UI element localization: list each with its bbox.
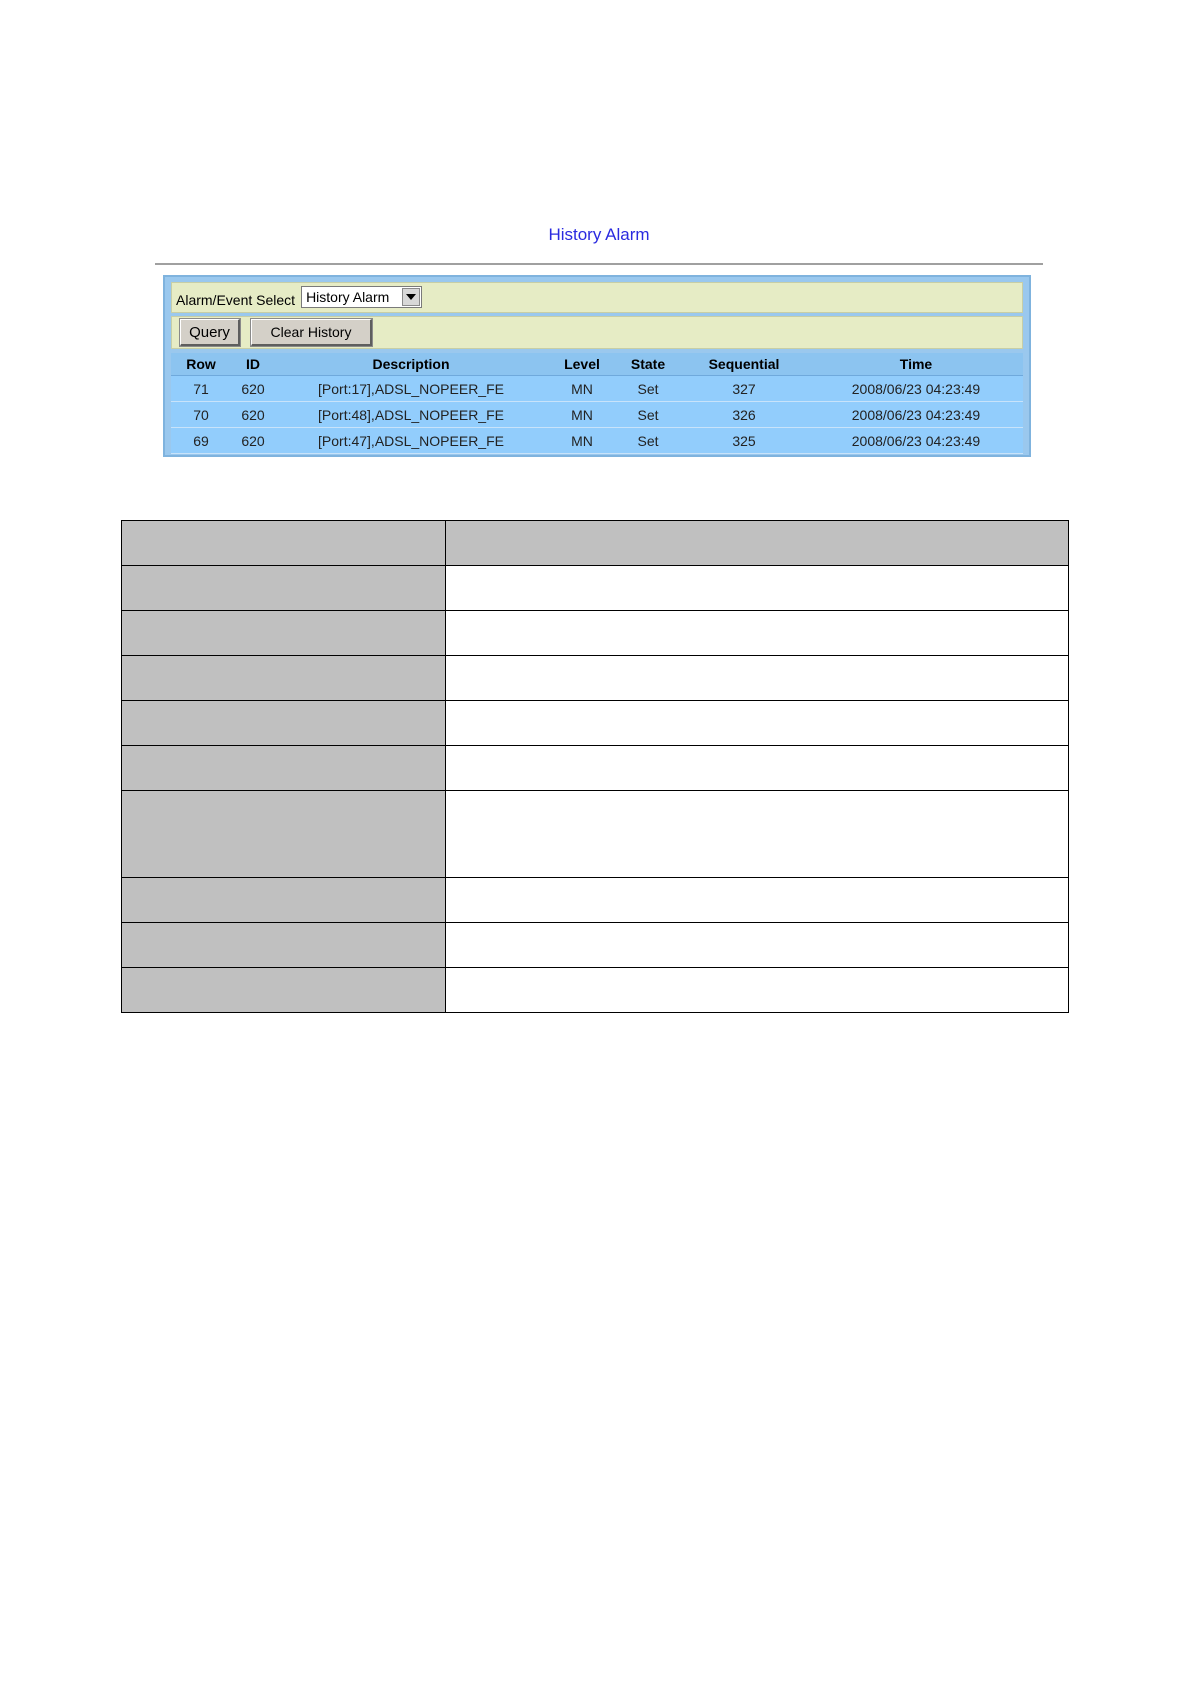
cell-level: MN (547, 428, 617, 454)
cell-sequential: 327 (679, 376, 809, 402)
cell-row: 71 (171, 376, 231, 402)
table-row[interactable] (171, 428, 1023, 454)
table-key-cell (122, 923, 446, 968)
cell-state: Set (617, 376, 679, 402)
column-header-state[interactable]: State (617, 353, 679, 376)
cell-sequential: 325 (679, 428, 809, 454)
description-table (121, 520, 1069, 1013)
table-row[interactable] (171, 376, 1023, 402)
table-row (122, 923, 1069, 968)
table-row (122, 701, 1069, 746)
table-key-cell (122, 878, 446, 923)
cell-id: 620 (231, 402, 275, 428)
table-header-value-cell (446, 521, 1069, 566)
table-row (122, 791, 1069, 878)
table-value-cell (446, 746, 1069, 791)
cell-row: 69 (171, 428, 231, 454)
table-value-cell (446, 566, 1069, 611)
table-key-cell (122, 791, 446, 878)
cell-description: [Port:47],ADSL_NOPEER_FE (275, 428, 547, 454)
cell-level: MN (547, 376, 617, 402)
cell-time: 2008/06/23 04:23:49 (809, 428, 1023, 454)
cell-id: 620 (231, 428, 275, 454)
chevron-down-icon[interactable] (402, 288, 420, 306)
column-header-description[interactable]: Description (275, 353, 547, 376)
column-header-id[interactable]: ID (231, 353, 275, 376)
table-key-cell (122, 746, 446, 791)
table-row[interactable] (171, 402, 1023, 428)
table-key-cell (122, 701, 446, 746)
cell-description: [Port:48],ADSL_NOPEER_FE (275, 402, 547, 428)
cell-state: Set (617, 428, 679, 454)
cell-state: Set (617, 402, 679, 428)
table-value-cell (446, 923, 1069, 968)
description-table-header (122, 521, 1069, 566)
table-row (122, 566, 1069, 611)
cell-row: 70 (171, 402, 231, 428)
table-key-cell (122, 611, 446, 656)
query-button[interactable]: Query (180, 319, 240, 346)
column-header-level[interactable]: Level (547, 353, 617, 376)
column-header-sequential[interactable]: Sequential (679, 353, 809, 376)
cell-time: 2008/06/23 04:23:49 (809, 376, 1023, 402)
table-key-cell (122, 566, 446, 611)
table-value-cell (446, 611, 1069, 656)
table-key-cell (122, 968, 446, 1013)
table-key-cell (122, 656, 446, 701)
table-row (122, 656, 1069, 701)
alarm-table (171, 353, 1023, 454)
cell-level: MN (547, 402, 617, 428)
select-toolbar (171, 282, 1023, 313)
table-header-key-cell (122, 521, 446, 566)
title-divider (155, 263, 1043, 265)
cell-description: [Port:17],ADSL_NOPEER_FE (275, 376, 547, 402)
table-row (122, 968, 1069, 1013)
alarm-event-select[interactable] (301, 286, 422, 308)
table-row (122, 611, 1069, 656)
cell-time: 2008/06/23 04:23:49 (809, 402, 1023, 428)
cell-sequential: 326 (679, 402, 809, 428)
alarm-event-select-label: Alarm/Event Select (176, 291, 296, 308)
table-row (122, 746, 1069, 791)
table-row (122, 878, 1069, 923)
table-header-row (171, 353, 1023, 376)
table-value-cell (446, 656, 1069, 701)
action-toolbar (171, 316, 1023, 349)
history-alarm-panel (163, 275, 1031, 457)
cell-id: 620 (231, 376, 275, 402)
alarm-event-select-value: History Alarm (306, 288, 390, 305)
column-header-time[interactable]: Time (809, 353, 1023, 376)
table-value-cell (446, 968, 1069, 1013)
table-value-cell (446, 878, 1069, 923)
table-value-cell (446, 701, 1069, 746)
table-value-cell (446, 791, 1069, 878)
panel-title: History Alarm (548, 225, 650, 244)
column-header-row[interactable]: Row (171, 353, 231, 376)
clear-history-button[interactable]: Clear History (251, 319, 372, 346)
